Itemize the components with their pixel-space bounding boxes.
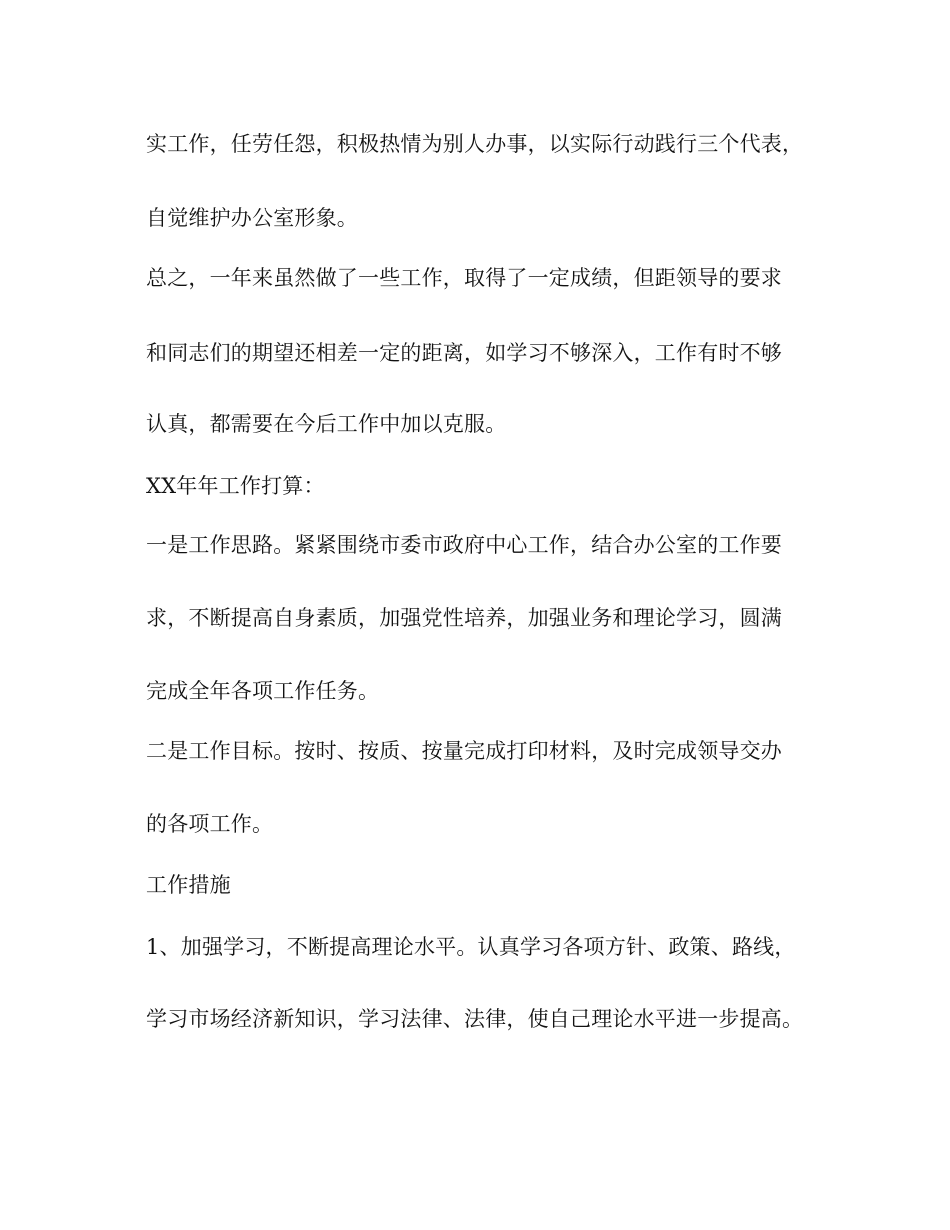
- text-line: 认真，都需要在今后工作中加以克服。: [146, 412, 507, 436]
- section-heading: 工作措施: [146, 873, 231, 897]
- text-line: 完成全年各项工作任务。: [146, 679, 380, 703]
- section-heading: XX年年工作打算：: [146, 474, 325, 498]
- text-line: 求，不断提高自身素质，加强党性培养，加强业务和理论学习，圆满: [146, 606, 782, 630]
- text-line: 1、加强学习，不断提高理论水平。认真学习各项方针、政策、路线，: [146, 935, 796, 959]
- text-line: 自觉维护办公室形象。: [146, 206, 358, 230]
- text-line: 的各项工作。: [146, 812, 274, 836]
- text-line: 总之，一年来虽然做了一些工作，取得了一定成绩，但距领导的要求: [146, 266, 782, 290]
- text-line: 和同志们的期望还相差一定的距离，如学习不够深入，工作有时不够: [146, 341, 782, 365]
- text-line: 二是工作目标。按时、按质、按量完成打印材料，及时完成领导交办: [146, 739, 782, 763]
- text-line: 实工作，任劳任怨，积极热情为别人办事，以实际行动践行三个代表，: [146, 132, 804, 156]
- text-line: 学习市场经济新知识，学习法律、法律，使自己理论水平进一步提高。: [146, 1007, 804, 1031]
- text-line: 一是工作思路。紧紧围绕市委市政府中心工作，结合办公室的工作要: [146, 533, 782, 557]
